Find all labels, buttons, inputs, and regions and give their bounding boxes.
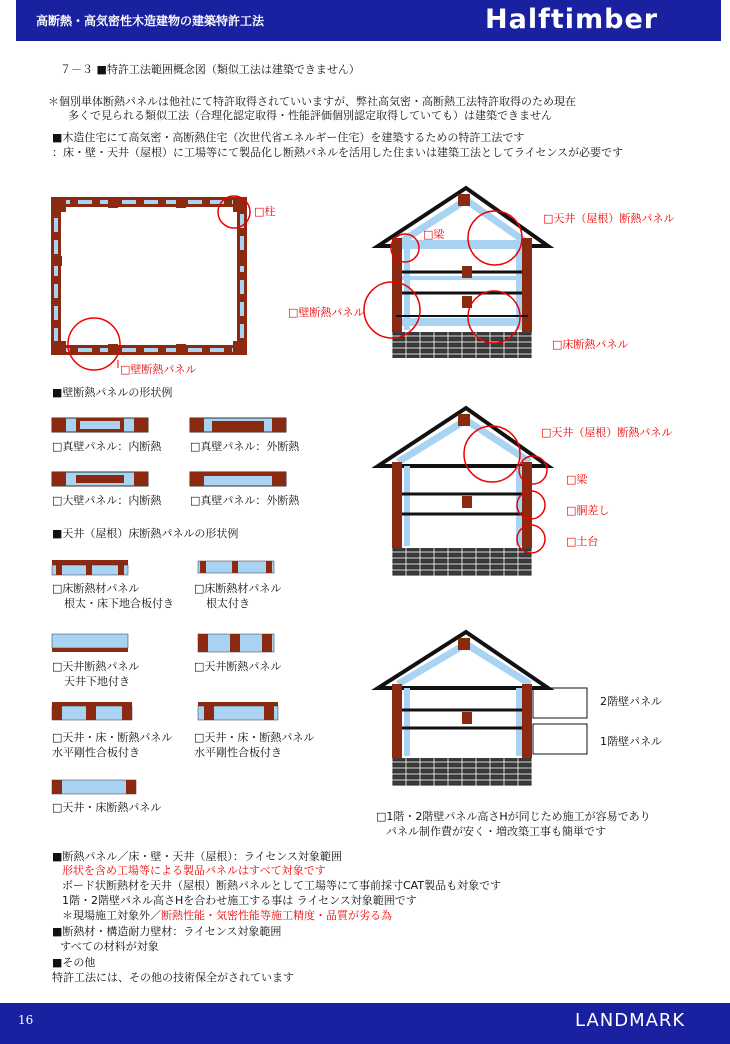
ceiling-examples-heading: ■天井（屋根）床断熱パネルの形状例 xyxy=(52,527,239,540)
license-line-9: 特許工法には、その他の技術保全がされています xyxy=(52,971,294,984)
ceiling-example-1-l1: □床断熱材パネル xyxy=(52,582,140,595)
ceiling-example-6-l1: □天井・床・断熱パネル xyxy=(194,731,315,744)
note-line-3: ■木造住宅にて高気密・高断熱住宅（次世代省エネルギー住宅）を建築するための特許工法です xyxy=(52,131,525,144)
label-floor-panel: □床断熱パネル xyxy=(552,338,629,351)
ceiling-example-1-l2: 根太・床下地合板付き xyxy=(64,597,174,610)
license-line-5a: ＊現場施工対象外／ xyxy=(62,909,161,922)
ceiling-example-2-l1: □床断熱材パネル xyxy=(194,582,282,595)
page-number: 16 xyxy=(18,1013,34,1027)
license-line-2: 形状を含め工場等による製品パネルはすべて対象です xyxy=(62,864,326,877)
wall-example-4: □真壁パネル：外断熱 xyxy=(190,494,300,507)
license-line-1: ■断熱パネル／床・壁・天井（屋根）：ライセンス対象範囲 xyxy=(52,850,342,863)
label-ceiling-panel-1: □天井（屋根）断熱パネル xyxy=(543,212,675,225)
brand-logo: Halftimber xyxy=(485,4,659,35)
label-dodai: □土台 xyxy=(566,535,599,548)
note-line-4: ：床・壁・天井（屋根）に工場等にて製品化し断熱パネルを活用した住まいは建築工法としてライセンスが必要です xyxy=(52,146,624,159)
ceiling-example-6-l2: 水平剛性合板付き xyxy=(194,746,282,759)
label-pillar: □柱 xyxy=(254,205,276,218)
wall-example-2: □真壁パネル：外断熱 xyxy=(190,440,300,453)
label-beam-2: □梁 xyxy=(566,473,588,486)
ceiling-example-5-l2: 水平剛性合板付き xyxy=(52,746,140,759)
house-section-diagram-2 xyxy=(378,408,548,576)
ceiling-example-7-l1: □天井・床断熱パネル xyxy=(52,801,162,814)
license-line-6: ■断熱材・構造耐力壁材：ライセンス対象範囲 xyxy=(52,925,282,938)
license-line-5 xyxy=(62,909,392,923)
plan-view-diagram xyxy=(52,196,250,370)
label-beam-1: □梁 xyxy=(423,228,445,241)
license-line-5b: 断熱性能・気密性能等施工精度・品質が劣る為 xyxy=(161,909,392,922)
label-wall-panel-section: □壁断熱パネル xyxy=(288,306,365,319)
header-title: 高断熱・高気密性木造建物の建築特許工法 xyxy=(36,14,265,28)
ceiling-example-4-l1: □天井断熱パネル xyxy=(194,660,282,673)
label-ceiling-panel-2: □天井（屋根）断熱パネル xyxy=(541,426,673,439)
note-line-1: ＊個別単体断熱パネルは他社にて特許取得されていいますが、弊社高気密・高断熱工法特許取得のため現在 xyxy=(48,95,576,108)
section-title: ７－３ ■特許工法範囲概念図（類似工法は建築できません） xyxy=(60,63,360,76)
note-h-line-2: パネル制作費が安く・増改築工事も簡単です xyxy=(386,825,606,838)
note-h-line-1: □1階・2階壁パネル高さHが同じため施工が容易であり xyxy=(376,810,651,823)
ceiling-example-3-l2: 天井下地付き xyxy=(64,675,130,688)
house-section-diagram-1 xyxy=(364,188,548,358)
license-line-4: 1階・2階壁パネル高さHを合わせ施工する事は ライセンス対象範囲です xyxy=(62,894,417,907)
label-wall-panel-plan: □壁断熱パネル xyxy=(120,363,197,376)
ceiling-example-3-l1: □天井断熱パネル xyxy=(52,660,140,673)
label-2f-panel: 2階壁パネル xyxy=(600,695,662,708)
ceiling-example-5-l1: □天井・床・断熱パネル xyxy=(52,731,173,744)
label-dosashi: □胴差し xyxy=(566,504,610,517)
wall-example-3: □大壁パネル：内断熱 xyxy=(52,494,162,507)
ceiling-example-2-l2: 根太付き xyxy=(206,597,250,610)
license-line-8: ■その他 xyxy=(52,956,96,969)
label-1f-panel: 1階壁パネル xyxy=(600,735,662,748)
wall-examples-heading: ■壁断熱パネルの形状例 xyxy=(52,386,173,399)
license-line-7: すべての材料が対象 xyxy=(60,940,159,953)
license-line-3: ボード状断熱材を天井（屋根）断熱パネルとして工場等にて事前採寸CAT製品も対象です xyxy=(62,879,502,892)
wall-example-1: □真壁パネル：内断熱 xyxy=(52,440,162,453)
note-line-2: 多くで見られる類似工法（合理化認定取得・性能評価個別認定取得していても）は建築できません xyxy=(68,109,552,122)
house-section-diagram-3 xyxy=(378,632,587,786)
footer-brand: LANDMARK xyxy=(575,1010,686,1031)
